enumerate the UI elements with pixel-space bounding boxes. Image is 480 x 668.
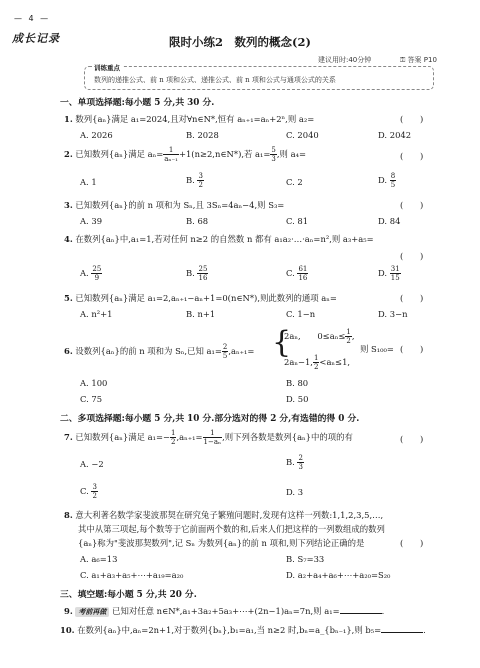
q1-option-a: A. 2026	[80, 130, 113, 140]
q6-option-a: A. 100	[80, 378, 108, 388]
q2-option-b: B. $\frac{3}{2}$	[186, 172, 203, 189]
training-focus-label: 训练重点	[94, 64, 120, 72]
q1-option-c: C. 2040	[286, 130, 319, 140]
q6-option-c: C. 75	[80, 394, 103, 404]
answer-paren-4: ( )	[400, 251, 424, 261]
q2-option-d: D. $\frac{8}{5}$	[378, 172, 396, 189]
question-6: 6. 设数列{aₙ}的前 n 项和为 Sₙ,已知 a₁= $\frac{2}{5}$ ,aₙ₊₁=	[64, 343, 255, 360]
answer-paren-6: ( )	[400, 344, 424, 354]
q8-option-a: A. a₆=13	[80, 554, 118, 564]
training-focus-text: 数列的递推公式、前 n 项和公式、递推公式、前 n 项和公式与通项公式的关系	[94, 76, 336, 84]
q2-option-a: A. 1	[80, 177, 97, 187]
q5-option-c: C. 1−n	[286, 309, 316, 319]
piecewise-brace: {	[272, 325, 292, 360]
q1-option-b: B. 2028	[186, 130, 219, 140]
question-8-line-1: 8. 意大利著名数学家斐波那契在研究兔子繁殖问题时,发现有这样一列数:1,1,2,3,5,…,	[64, 510, 384, 520]
q4-option-a: A. $\frac{25}{9}$	[80, 265, 102, 282]
page-number: — 4 —	[14, 14, 51, 23]
brand-logo-text: 成长记录	[12, 32, 60, 45]
question-3: 3. 已知数列{aₙ}的前 n 项和为 Sₙ,且 3Sₙ=4aₙ−4,则 S₃=	[64, 200, 285, 210]
q7-option-c: C. $\frac{3}{2}$	[80, 483, 97, 500]
question-2: 2. 已知数列{aₙ}满足 aₙ= $\frac{1}{\text{aₙ₋₁}}$ +1(n≥2,n∈N*),若 a₁= $\frac{5}{3}$ ,则 a₄=	[64, 146, 306, 163]
q6-post: 则 S₁₀₀=	[360, 344, 394, 354]
section-single-choice: 一、单项选择题:每小题 5 分,共 30 分.	[60, 98, 215, 108]
answer-paren-5: ( )	[400, 293, 424, 303]
question-5: 5. 已知数列{aₙ}满足 a₁=2,aₙ₊₁−aₙ+1=0(n∈N*),则此数列的通项 aₙ=	[64, 293, 337, 303]
section-fill-blank: 三、填空题:每小题 5 分,共 20 分.	[60, 590, 197, 600]
q4-option-d: D. $\frac{31}{15}$	[378, 265, 400, 282]
answer-blank-10[interactable]	[381, 624, 423, 633]
q8-option-d: D. a₂+a₄+a₆+⋯+a₂₀=S₂₀	[286, 570, 391, 580]
answer-paren-3: ( )	[400, 200, 424, 210]
answer-reference: ⚿ 答案 P10	[400, 56, 437, 64]
q8-option-c: C. a₁+a₃+a₅+⋯+a₁₉=a₂₀	[80, 570, 184, 580]
question-8-line-3: {aₙ}称为"斐波那契数列",记 Sₙ 为数列{aₙ}的前 n 项和,则下列结论正确的是	[78, 538, 365, 548]
q3-option-d: D. 84	[378, 216, 401, 226]
q5-option-a: A. n²+1	[80, 309, 113, 319]
q7-option-d: D. 3	[286, 487, 304, 497]
q4-option-c: C. $\frac{61}{16}$	[286, 265, 308, 282]
question-4: 4. 在数列{aₙ}中,a₁=1,若对任何 n≥2 的自然数 n 都有 a₁a₂·…·aₙ=n²,则 a₃+a₅=	[64, 234, 374, 244]
q7-option-b: B. $\frac{2}{3}$	[286, 454, 303, 471]
q2-option-c: C. 2	[286, 177, 303, 187]
question-1: 1. 数列{aₙ}满足 a₁=2024,且对∀n∈N*,恒有 aₙ₊₁=aₙ+2ⁿ,则 a₂=	[64, 114, 315, 124]
key-icon: ⚿	[400, 56, 406, 64]
q5-option-d: D. 3−n	[378, 309, 408, 319]
q7-option-a: A. −2	[80, 459, 104, 469]
q3-option-c: C. 81	[286, 216, 309, 226]
q3-option-b: B. 68	[186, 216, 209, 226]
q6-case-1: 2aₙ, 0≤aₙ≤ $\frac{1}{2}$ ,	[284, 328, 355, 345]
q6-case-2: 2aₙ−1, $\frac{1}{2}$ <aₙ≤1,	[284, 354, 351, 371]
question-7: 7. 已知数列{aₙ}满足 a₁=− $\frac{1}{2}$ ,aₙ₊₁= $\frac{1}{\text{1−aₙ}}$ ,则下列各数是数列{aₙ}中的项的有	[64, 429, 353, 446]
answer-paren-1: ( )	[400, 114, 424, 124]
question-9: 9. 考前再做 已知对任意 n∈N*,a₁+3a₂+5a₃+⋯+(2n−1)aₙ=7n,则 a₁= .	[64, 606, 385, 616]
answer-paren-8: ( )	[400, 538, 424, 548]
q3-option-a: A. 39	[80, 216, 103, 226]
review-tag: 考前再做	[75, 607, 109, 617]
q1-option-d: D. 2042	[378, 130, 412, 140]
q6-option-d: D. 50	[286, 394, 309, 404]
section-multiple-choice: 二、多项选择题:每小题 5 分,共 10 分.部分选对的得 2 分,有选错的得 0 分.	[60, 414, 360, 424]
question-8-line-2: 其中从第三项起,每个数等于它前面两个数的和,后来人们把这样的一列数组成的数列	[78, 524, 385, 534]
answer-paren-2: ( )	[400, 151, 424, 161]
question-10: 10. 在数列{aₙ}中,aₙ=2n+1,对于数列{bₙ},b₁=a₁,当 n≥2 时,bₙ=a_{bₙ₋₁},则 b₅= .	[60, 625, 426, 635]
answer-blank-9[interactable]	[340, 605, 382, 614]
q4-option-b: B. $\frac{25}{16}$	[186, 265, 208, 282]
q8-option-b: B. S₇=33	[286, 554, 325, 564]
q5-option-b: B. n+1	[186, 309, 216, 319]
answer-paren-7: ( )	[400, 434, 424, 444]
suggested-time: 建议用时:40分钟	[318, 56, 372, 64]
q6-option-b: B. 80	[286, 378, 309, 388]
page-title: 限时小练2 数列的概念(2)	[169, 35, 311, 49]
